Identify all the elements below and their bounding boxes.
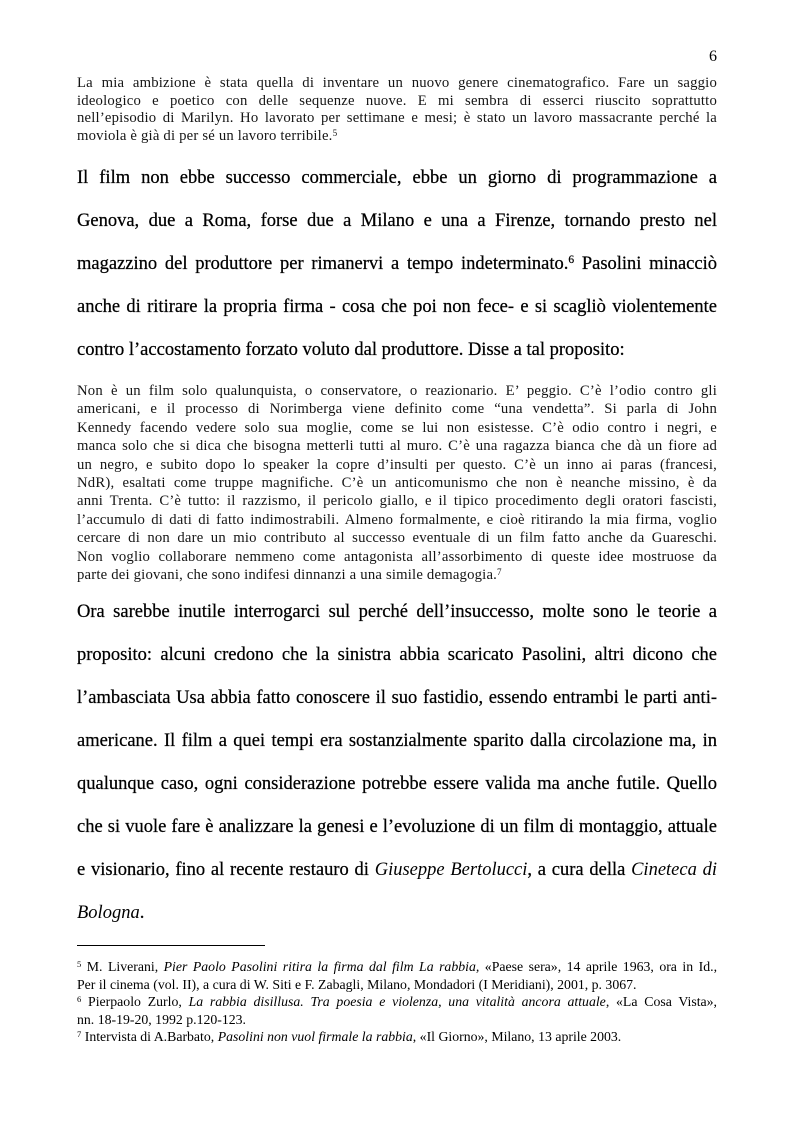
text-line	[77, 849, 717, 892]
text-line	[77, 591, 717, 634]
text-run: proposito: alcuni credono che la sinistra abbia scaricato Pasolini, altri dicono che	[77, 645, 717, 665]
text-line	[77, 806, 717, 849]
footnote-ref: 7	[497, 566, 502, 577]
text-run: ideologico e poetico con delle sequenze nuove. E mi sembra di esserci riuscito soprattutto	[77, 92, 717, 109]
footnote-ref: 7	[77, 1028, 82, 1039]
text-line	[77, 128, 717, 146]
body-paragraph	[77, 591, 717, 935]
italic-text: Pier Paolo Pasolini ritira la firma dal film La rabbia,	[163, 959, 480, 974]
text-run: anni Trenta. C’è tutto: il razzismo, il pericolo giallo, e il tipico procedimento degli oratori fascisti,	[77, 493, 717, 510]
text-line	[77, 958, 717, 976]
text-line	[77, 548, 717, 566]
text-line	[77, 1028, 717, 1046]
text-line	[77, 110, 717, 128]
text-run: Non è un film solo qualunquista, o conservatore, o reazionario. E’ peggio. C’è l’odio contro gli	[77, 383, 717, 399]
italic-text: Giuseppe Bertolucci	[374, 860, 528, 880]
text-line	[77, 634, 717, 677]
text-line	[77, 419, 717, 437]
footnote-ref: 6	[77, 993, 82, 1004]
footnote-ref: 5	[77, 958, 82, 969]
italic-text: Cineteca di	[631, 860, 717, 880]
text-run: Kennedy facendo vedere solo sua moglie, come se lui non esistesse. C’è odio contro i negri, e	[77, 419, 717, 436]
text-line	[77, 243, 717, 286]
text-run: qualunque caso, ogni considerazione potrebbe essere valida ma anche futile. Quello	[77, 774, 717, 794]
text-run: che si vuole fare è analizzare la genesi e l’evoluzione di un film di montaggio, attuale	[77, 817, 717, 837]
footnote	[77, 1028, 717, 1046]
block-quote	[77, 382, 717, 584]
text-run: parte dei giovani, che sono indifesi dinnanzi a una simile demagogia.	[77, 567, 498, 584]
block-quote	[77, 75, 717, 146]
text-run: e visionario, fino al recente restauro di	[77, 860, 375, 880]
page-number: 6	[709, 48, 717, 65]
text-line	[77, 763, 717, 806]
text-run: , «La Cosa Vista»,	[605, 994, 718, 1009]
text-line	[77, 529, 717, 547]
footnotes	[77, 958, 717, 1046]
text-run: Pierpaolo Zurlo,	[81, 994, 189, 1009]
footnote-separator	[77, 945, 265, 946]
footnote-ref: 5	[332, 127, 338, 138]
italic-text: Pasolini non vuol firmale la rabbia	[217, 1029, 413, 1044]
text-run: nn. 18-19-20, 1992 p.120-123.	[77, 1011, 246, 1027]
text-run: Genova, due a Roma, forse due a Milano e una a Firenze, tornando presto nel	[77, 211, 717, 231]
text-run: moviola è già di per sé un lavoro terribile.	[77, 128, 333, 145]
text-line	[77, 720, 717, 763]
text-line	[77, 93, 717, 111]
text-run: nell’episodio di Marilyn. Ho lavorato per settimane e mesi; è stato un lavoro massacrante perché la	[77, 110, 717, 127]
text-run: Per il cinema (vol. II), a cura di W. Siti e F. Zabagli, Milano, Mondadori (I Meridiani), 2001, p. 3067.	[77, 976, 637, 992]
text-line	[77, 400, 717, 418]
footnote	[77, 993, 717, 1028]
text-run: contro l’accostamento forzato voluto dal produttore. Disse a tal proposito:	[77, 340, 625, 360]
text-run: Il film non ebbe successo commerciale, ebbe un giorno di programmazione a	[77, 168, 717, 188]
text-run: magazzino del produttore per rimanervi a tempo indeterminato.	[77, 254, 569, 274]
text-line	[77, 1011, 717, 1029]
text-run: manca solo che si dica che bisogna metterli tutti al muro. C’è una ragazza bianca che dà un fiore ad	[77, 438, 717, 455]
italic-text: Bologna	[77, 903, 140, 923]
text-run: americane. Il film a quei tempi era sostanzialmente sparito dalla circolazione ma, in	[77, 731, 717, 751]
text-run: Ora sarebbe inutile interrogarci sul perché dell’insuccesso, molte sono le teorie a	[77, 602, 717, 622]
text-line	[77, 456, 717, 474]
text-run: NdR), esaltati come truppe magnifiche. C’è un anticomunismo che non è neanche missino, è da	[77, 475, 717, 492]
text-run: Non voglio collaborare nemmeno come antagonista all’assorbimento di queste idee mostruose da	[77, 548, 717, 565]
text-line	[77, 511, 717, 529]
text-line	[77, 492, 717, 510]
text-run: americani, e il processo di Norimberga viene definito come “una vendetta”. Si parla di John	[77, 401, 717, 418]
text-run: un negro, e subito dopo lo speaker la copre d’insulti per questo. C’è un inno ai paras (francesi,	[77, 456, 717, 473]
text-run: cercare di non dare un mio contributo al successo eventuale di un film fatto anche da Guareschi.	[77, 530, 717, 547]
body-paragraph	[77, 157, 717, 372]
text-run: l’ambasciata Usa abbia fatto conoscere il suo fastidio, essendo entrambi le parti anti-	[77, 688, 717, 708]
footnote	[77, 958, 717, 993]
text-line	[77, 437, 717, 455]
text-run: La mia ambizione è stata quella di inventare un nuovo genere cinematografico. Fare un saggio	[77, 75, 717, 91]
text-line	[77, 157, 717, 200]
text-line	[77, 976, 717, 994]
text-run: , a cura della	[527, 860, 632, 880]
text-run: anche di ritirare la propria firma - cosa che poi non fece- e si scagliò violentemente	[77, 297, 717, 317]
text-run: l’accumulo di dati di fatto indimostrabili. Almeno formalmente, e cioè ritirando la mia firma, voglio	[77, 511, 717, 528]
text-line	[77, 329, 717, 372]
text-line	[77, 286, 717, 329]
text-run: Intervista di A.Barbato,	[81, 1029, 218, 1044]
text-line	[77, 993, 717, 1011]
text-run: .	[139, 903, 145, 923]
text-line	[77, 677, 717, 720]
text-run: «Paese sera», 14 aprile 1963, ora in Id.,	[479, 959, 718, 974]
text-line	[77, 382, 717, 400]
text-line	[77, 75, 717, 93]
text-run: , «Il Giorno», Milano, 13 aprile 2003.	[412, 1029, 622, 1044]
text-line	[77, 200, 717, 243]
text-run: M. Liverani,	[81, 959, 164, 974]
text-line	[77, 474, 717, 492]
italic-text: La rabbia disillusa. Tra poesia e violenza, una vitalità ancora attuale	[188, 994, 606, 1009]
footnote-ref: 6	[568, 254, 575, 267]
text-line	[77, 566, 717, 584]
text-run: Pasolini minacciò	[574, 254, 717, 274]
text-line	[77, 892, 717, 935]
